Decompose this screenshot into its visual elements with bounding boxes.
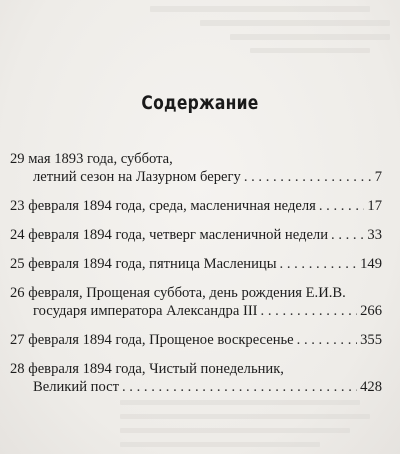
show-through-line <box>250 48 370 53</box>
toc-entry-first-line: 28 февраля 1894 года, Чистый понедельник, <box>10 361 284 377</box>
toc-list <box>10 150 382 407</box>
toc-entry-page: 355 <box>360 332 382 348</box>
toc-entry-text: 23 февраля 1894 года, среда, масленичная неделя <box>10 198 316 214</box>
dot-leader <box>297 331 357 349</box>
toc-entry <box>10 255 382 273</box>
dot-leader <box>280 255 358 273</box>
show-through-line <box>200 20 390 26</box>
toc-entry <box>10 331 382 349</box>
toc-entry <box>10 360 382 396</box>
toc-entry-text: летний сезон на Лазурном берегу <box>33 169 241 185</box>
show-through-line <box>120 442 320 447</box>
toc-entry-page: 266 <box>360 303 382 319</box>
toc-entry-first-line: 29 мая 1893 года, суббота, <box>10 151 173 167</box>
toc-entry-page: 149 <box>360 256 382 272</box>
toc-entry <box>10 197 382 215</box>
dot-leader <box>319 197 365 215</box>
toc-entry-text: 24 февраля 1894 года, четверг масленичной недели <box>10 227 329 243</box>
toc-entry-page: 17 <box>367 198 382 214</box>
toc-entry-page: 428 <box>360 379 382 395</box>
toc-entry-page: 7 <box>374 169 382 185</box>
toc-entry-first-line: 26 февраля, Прощеная суббота, день рождения Е.И.В. <box>10 285 346 301</box>
toc-entry <box>10 226 382 244</box>
toc-entry-page: 33 <box>367 227 382 243</box>
show-through-line <box>150 6 370 12</box>
toc-entry-text: 27 февраля 1894 года, Прощеное воскресенье <box>10 332 294 348</box>
toc-entry-text: государя императора Александра III <box>33 303 258 319</box>
toc-title: Содержание <box>141 92 259 114</box>
dot-leader <box>244 168 372 186</box>
dot-leader <box>331 226 364 244</box>
dot-leader <box>122 378 357 396</box>
dot-leader <box>261 302 358 320</box>
toc-entry-text: 25 февраля 1894 года, пятница Масленицы <box>10 256 277 272</box>
show-through-line <box>120 414 370 419</box>
toc-entry <box>10 284 382 320</box>
show-through-line <box>230 34 390 40</box>
show-through-line <box>120 428 350 433</box>
toc-entry <box>10 150 382 186</box>
toc-entry-text: Великий пост <box>33 379 119 395</box>
